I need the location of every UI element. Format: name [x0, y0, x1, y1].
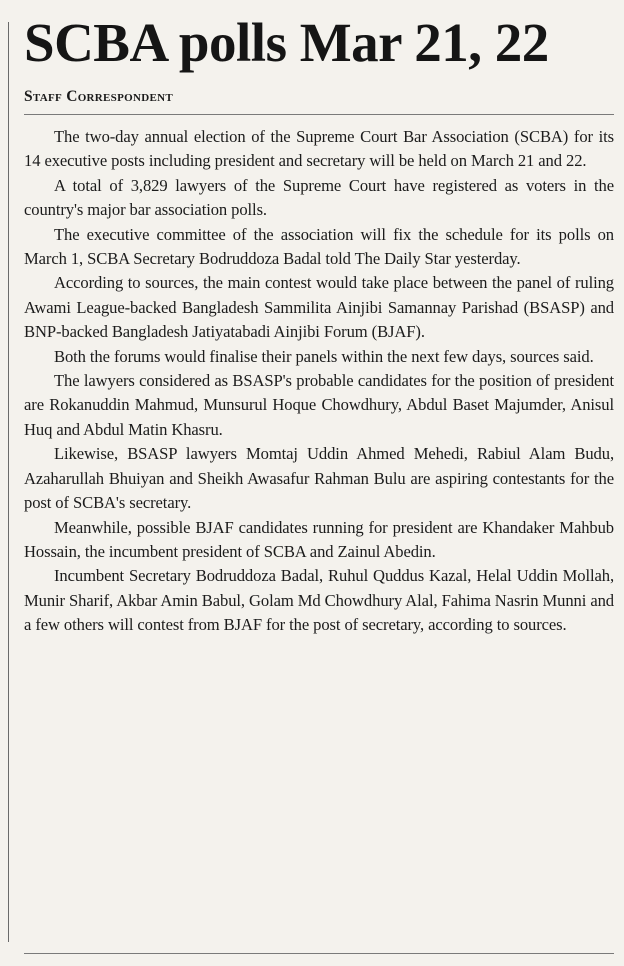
paragraph: Both the forums would finalise their panels within the next few days, sources said.: [54, 346, 594, 366]
paragraph: Incumbent Secretary Bodruddoza Badal, Ruhul Quddus Kazal, Helal Uddin Mollah, Munir Sharif, Akbar Amin Babul, Golam Md Chowdhury Alal, Fahima Nasrin Munni and a few others will contest from BJAF for the post of secretary, according to sources.: [24, 566, 614, 635]
paragraph: Meanwhile, possible BJAF candidates running for president are Khandaker Mahbub Hossain, the incumbent president of SCBA and Zainul Abedin.: [24, 517, 614, 561]
paragraph: The two-day annual election of the Supreme Court Bar Association (SCBA) for its 14 executive posts including president and secretary will be held on March 21 and 22.: [24, 127, 614, 171]
bottom-divider: [24, 953, 614, 954]
news-article: [24, 10, 614, 638]
headline: SCBA polls Mar 21, 22: [24, 12, 549, 73]
paragraph: Likewise, BSASP lawyers Momtaj Uddin Ahmed Mehedi, Rabiul Alam Budu, Azaharullah Bhuiyan and Sheikh Awasafur Rahman Bulu are aspiring contestants for the post of SCBA's secretary.: [24, 444, 614, 513]
paragraph: The executive committee of the association will fix the schedule for its polls on March 1, SCBA Secretary Bodruddoza Badal told The Daily Star yesterday.: [24, 224, 614, 269]
paragraph: The lawyers considered as BSASP's probable candidates for the position of president are Rokanuddin Mahmud, Munsurul Hoque Chowdhury, Abdul Baset Majumder, Anisul Huq and Abdul Matin Khasru.: [24, 371, 614, 439]
byline: Staff Correspondent: [24, 88, 614, 115]
paragraph: A total of 3,829 lawyers of the Supreme Court have registered as voters in the country's major bar association polls.: [24, 175, 614, 220]
article-body: [24, 125, 614, 638]
paragraph: According to sources, the main contest would take place between the panel of ruling Awami League-backed Bangladesh Sammilita Ainjibi Samannay Parishad (BSASP) and BNP-backed Bangladesh Jatiyatabadi Ainjibi Forum (BJAF).: [24, 273, 614, 342]
column-rule-left: [8, 22, 9, 942]
